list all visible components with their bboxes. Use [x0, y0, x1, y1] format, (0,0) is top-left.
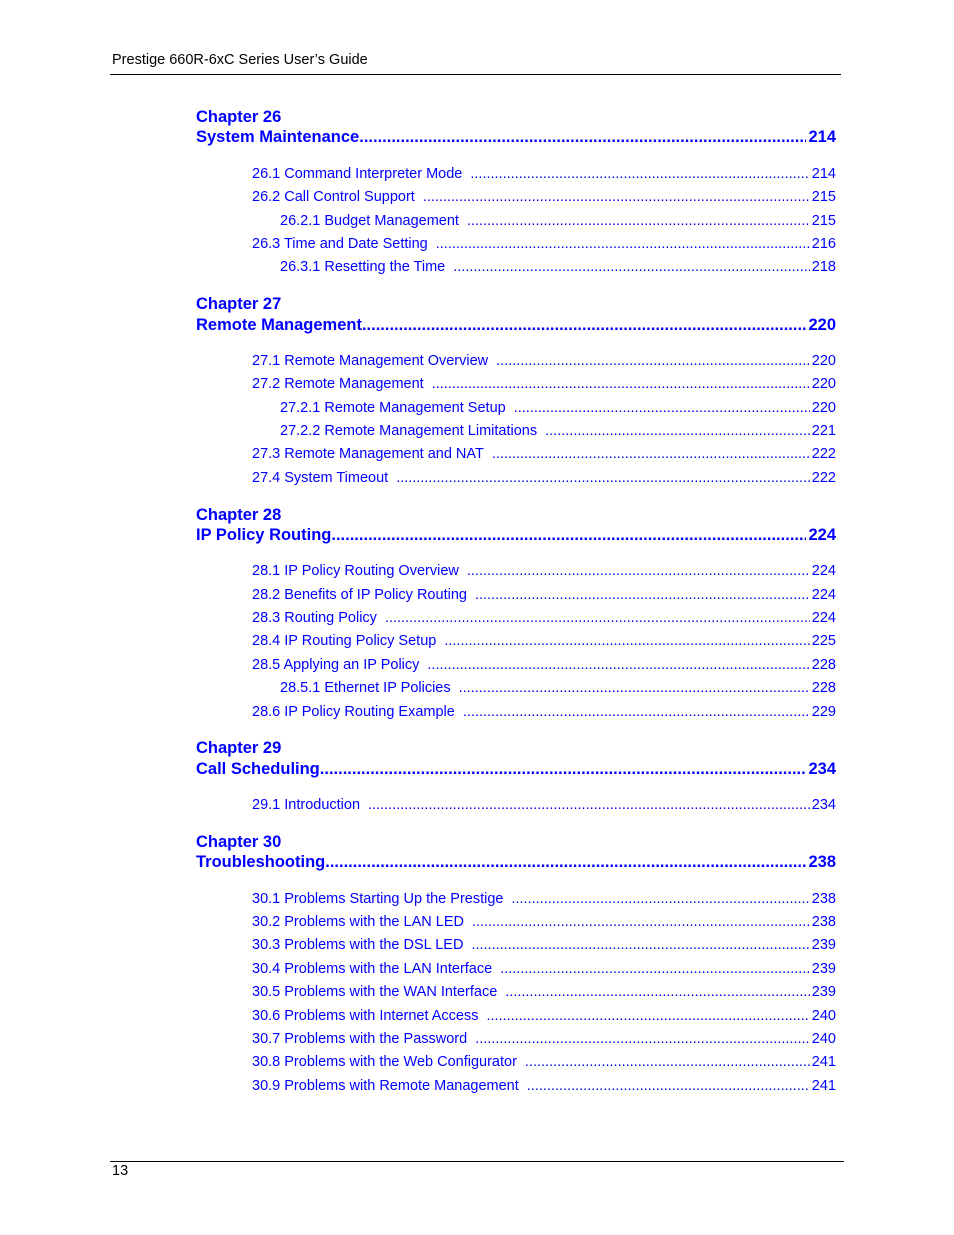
toc-entry-link[interactable]	[252, 1008, 836, 1024]
entry-text: 27.4 System Timeout	[252, 470, 389, 486]
toc-entry-link[interactable]	[252, 189, 836, 205]
chapter-title: Troubleshooting	[196, 853, 326, 871]
entry-text: 27.3 Remote Management and NAT	[252, 446, 484, 462]
page-number: 241	[811, 1054, 836, 1070]
page-number: 214	[811, 166, 836, 182]
leader-dots	[453, 259, 810, 275]
leader-dots	[525, 1054, 810, 1070]
page-number: 222	[811, 470, 836, 486]
page-number: 239	[811, 937, 836, 953]
page-number: 220	[811, 400, 836, 416]
chapter-title: IP Policy Routing	[196, 526, 332, 544]
leader-dots	[470, 166, 809, 182]
page-number: 224	[811, 587, 836, 603]
page-number: 224	[808, 526, 836, 544]
toc-entry-link[interactable]	[252, 353, 836, 369]
page-number: 238	[811, 914, 836, 930]
toc-entry-link[interactable]	[252, 610, 836, 626]
leader-dots	[475, 587, 810, 603]
page-number: 238	[808, 853, 836, 871]
toc-entry-link[interactable]	[252, 633, 836, 649]
chapter-title: Call Scheduling	[196, 760, 320, 778]
toc-entry-link[interactable]	[252, 937, 836, 953]
chapter-label: Chapter 30	[196, 833, 282, 851]
entry-text: 26.1 Command Interpreter Mode	[252, 166, 463, 182]
toc-entry-link[interactable]	[252, 1054, 836, 1070]
entry-text: 30.6 Problems with Internet Access	[252, 1008, 479, 1024]
entry-text: 26.3.1 Resetting the Time	[280, 259, 446, 275]
toc-entry-link[interactable]	[252, 1078, 836, 1094]
page-number: 240	[811, 1008, 836, 1024]
page-number: 216	[811, 236, 836, 252]
toc-entry-link[interactable]	[252, 704, 836, 720]
toc-entry-link[interactable]	[252, 984, 836, 1000]
page-number: 239	[811, 984, 836, 1000]
page-number: 234	[808, 760, 836, 778]
page-number: 239	[811, 961, 836, 977]
leader-dots	[475, 1031, 810, 1047]
entry-text: 30.1 Problems Starting Up the Prestige	[252, 891, 504, 907]
page-number: 229	[811, 704, 836, 720]
page-number: 228	[811, 657, 836, 673]
toc-entry-link[interactable]	[252, 236, 836, 252]
entry-text: 26.2.1 Budget Management	[280, 213, 459, 229]
toc-entry-link[interactable]	[252, 446, 836, 462]
page-number: 224	[811, 610, 836, 626]
toc-entry-link[interactable]	[252, 914, 836, 930]
leader-dots	[385, 610, 810, 626]
chapter-title-link[interactable]	[196, 128, 836, 147]
page-number: 218	[811, 259, 836, 275]
footer-page-number: 13	[112, 1163, 129, 1179]
leader-dots	[463, 704, 810, 720]
page-number: 228	[811, 680, 836, 696]
entry-text: 27.1 Remote Management Overview	[252, 353, 489, 369]
leader-dots	[472, 914, 810, 930]
entry-text: 27.2.2 Remote Management Limitations	[280, 423, 538, 439]
leader-dots	[486, 1008, 809, 1024]
chapter-title: Remote Management	[196, 316, 362, 334]
leader-dots	[359, 128, 806, 147]
toc-subentry-link[interactable]	[280, 423, 836, 439]
toc-subentry-link[interactable]	[280, 259, 836, 275]
chapter-title-link[interactable]	[196, 760, 836, 779]
leader-dots	[331, 526, 806, 545]
entry-text: 28.6 IP Policy Routing Example	[252, 704, 455, 720]
leader-dots	[423, 189, 810, 205]
leader-dots	[368, 797, 810, 813]
chapter-title: System Maintenance	[196, 128, 360, 146]
toc-entry-link[interactable]	[252, 891, 836, 907]
leader-dots	[436, 236, 810, 252]
leader-dots	[471, 937, 809, 953]
leader-dots	[432, 376, 810, 392]
entry-text: 27.2.1 Remote Management Setup	[280, 400, 506, 416]
chapter-title-link[interactable]	[196, 526, 836, 545]
entry-text: 30.4 Problems with the LAN Interface	[252, 961, 493, 977]
leader-dots	[320, 760, 807, 779]
leader-dots	[427, 657, 809, 673]
leader-dots	[396, 470, 810, 486]
toc-entry-link[interactable]	[252, 961, 836, 977]
toc-subentry-link[interactable]	[280, 680, 836, 696]
page-number: 220	[808, 316, 836, 334]
entry-text: 26.3 Time and Date Setting	[252, 236, 428, 252]
entry-text: 30.5 Problems with the WAN Interface	[252, 984, 498, 1000]
leader-dots	[492, 446, 810, 462]
chapter-label: Chapter 27	[196, 295, 282, 313]
entry-text: 28.3 Routing Policy	[252, 610, 377, 626]
entry-text: 30.9 Problems with Remote Management	[252, 1078, 519, 1094]
entry-text: 29.1 Introduction	[252, 797, 361, 813]
page-number: 224	[811, 563, 836, 579]
entry-text: 28.4 IP Routing Policy Setup	[252, 633, 437, 649]
page-number: 222	[811, 446, 836, 462]
page-number: 225	[811, 633, 836, 649]
leader-dots	[527, 1078, 810, 1094]
leader-dots	[500, 961, 810, 977]
page-number: 241	[811, 1078, 836, 1094]
toc-entry-link[interactable]	[252, 657, 836, 673]
toc-entry-link[interactable]	[252, 587, 836, 603]
toc-entry-link[interactable]	[252, 1031, 836, 1047]
leader-dots	[505, 984, 810, 1000]
toc-entry-link[interactable]	[252, 563, 836, 579]
page-number: 221	[811, 423, 836, 439]
leader-dots	[444, 633, 809, 649]
entry-text: 27.2 Remote Management	[252, 376, 424, 392]
leader-dots	[467, 213, 810, 229]
page-number: 215	[811, 213, 836, 229]
entry-text: 28.5 Applying an IP Policy	[252, 657, 420, 673]
page-number: 240	[811, 1031, 836, 1047]
footer-rule	[110, 1161, 844, 1162]
page-number: 220	[811, 376, 836, 392]
leader-dots	[459, 680, 810, 696]
entry-text: 30.7 Problems with the Password	[252, 1031, 468, 1047]
leader-dots	[467, 563, 810, 579]
toc-entry-link[interactable]	[252, 797, 836, 813]
chapter-label: Chapter 29	[196, 739, 282, 757]
toc-subentry-link[interactable]	[280, 400, 836, 416]
header-rule	[110, 74, 841, 75]
chapter-title-link[interactable]	[196, 316, 836, 335]
toc-entry-link[interactable]	[252, 166, 836, 182]
page-number: 215	[811, 189, 836, 205]
running-header-title: Prestige 660R-6xC Series User’s Guide	[112, 52, 368, 68]
leader-dots	[545, 423, 810, 439]
entry-text: 28.1 IP Policy Routing Overview	[252, 563, 459, 579]
leader-dots	[362, 316, 807, 335]
leader-dots	[496, 353, 810, 369]
leader-dots	[511, 891, 809, 907]
page-number: 238	[811, 891, 836, 907]
entry-text: 30.2 Problems with the LAN LED	[252, 914, 464, 930]
entry-text: 30.3 Problems with the DSL LED	[252, 937, 464, 953]
leader-dots	[514, 400, 810, 416]
toc-entry-link[interactable]	[252, 470, 836, 486]
chapter-label: Chapter 28	[196, 506, 282, 524]
leader-dots	[325, 853, 806, 872]
page-number: 234	[811, 797, 836, 813]
entry-text: 28.5.1 Ethernet IP Policies	[280, 680, 451, 696]
page-number: 214	[808, 128, 836, 146]
toc-entry-link[interactable]	[252, 376, 836, 392]
chapter-title-link[interactable]	[196, 853, 836, 872]
page-number: 220	[811, 353, 836, 369]
chapter-label: Chapter 26	[196, 108, 282, 126]
entry-text: 28.2 Benefits of IP Policy Routing	[252, 587, 467, 603]
entry-text: 30.8 Problems with the Web Configurator	[252, 1054, 517, 1070]
toc-subentry-link[interactable]	[280, 213, 836, 229]
entry-text: 26.2 Call Control Support	[252, 189, 415, 205]
